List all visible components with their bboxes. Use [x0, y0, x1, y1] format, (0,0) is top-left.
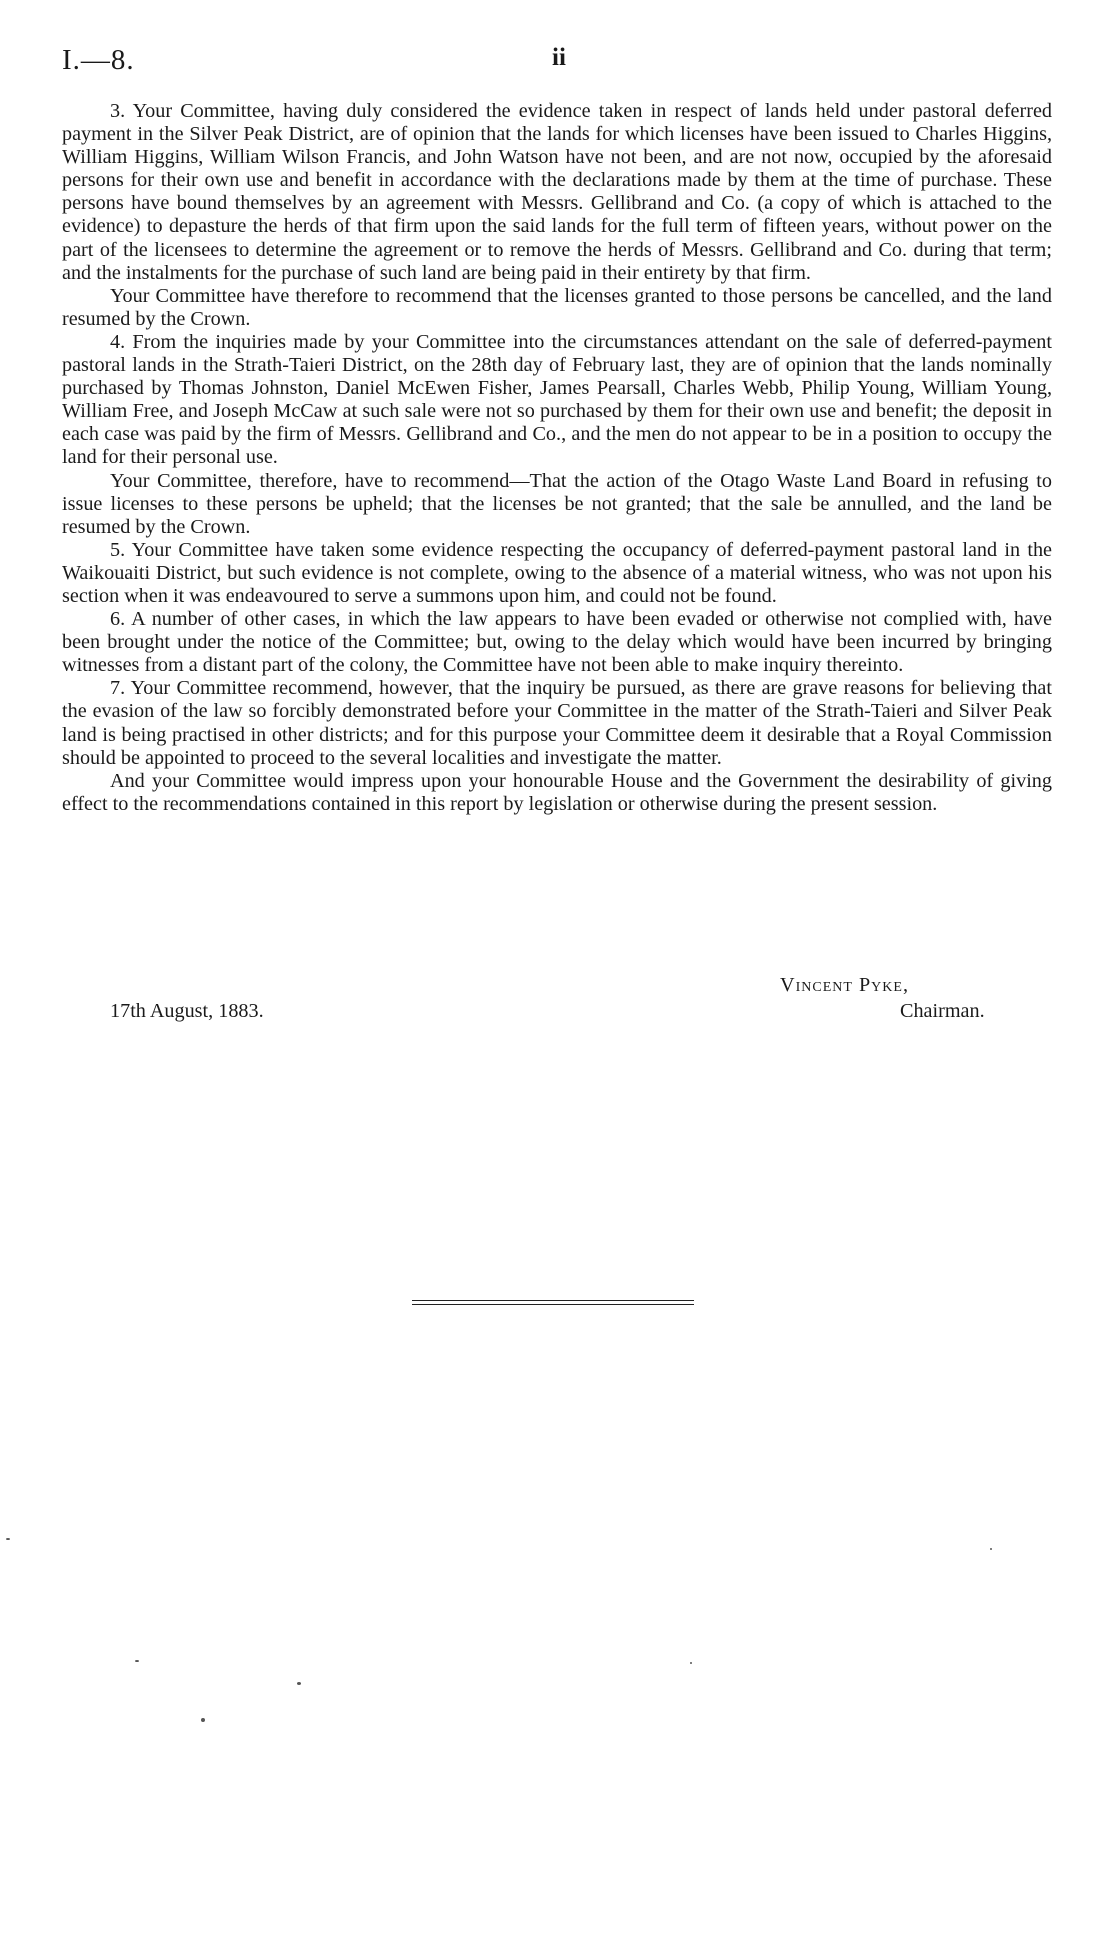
signature-block: [62, 974, 1052, 1034]
paragraph-3-recommendation: Your Committee have therefore to recommend that the licenses granted to those persons be cancelled, and the land resumed by the Crown.: [62, 284, 1052, 330]
paragraph-5: 5. Your Committee have taken some evidence respecting the occupancy of deferred-payment pastoral land in the Waikouaiti District, but such evidence is not complete, owing to the absence of a material witness, who was not upon his section when it was endeavoured to serve a summons upon him, and could not be found.: [62, 538, 1052, 607]
report-date: 17th August, 1883.: [110, 1000, 264, 1022]
scan-speck: [690, 1662, 692, 1664]
paragraph-4: 4. From the inquiries made by your Committee into the circumstances attendant on the sale of deferred-payment pastoral lands in the Strath-Taieri District, on the 28th day of February last, they are of opinion that the lands nominally purchased by Thomas Johnston, Daniel McEwen Fisher, James Pearsall, Charles Webb, Philip Young, William Young, William Free, and Joseph McCaw at such sale were not so purchased by them for their own use and benefit; the deposit in each case was paid by the firm of Messrs. Gellibrand and Co., and the men do not appear to be in a position to occupy the land for their personal use.: [62, 330, 1052, 469]
page-header: [62, 44, 1052, 84]
paragraph-6: 6. A number of other cases, in which the law appears to have been evaded or otherwise not complied with, have been brought under the notice of the Committee; but, owing to the delay which would have been incurred by bringing witnesses from a distant part of the colony, the Committee have not been able to make inquiry thereinto.: [62, 608, 1052, 677]
chairman-name: Vincent Pyke,: [780, 974, 909, 996]
paragraph-closing: And your Committee would impress upon your honourable House and the Government the desirability of giving effect to the recommendations contained in this report by legislation or otherwise during the present session.: [62, 769, 1052, 815]
paragraph-4-recommendation: Your Committee, therefore, have to recommend—That the action of the Otago Waste Land Board in refusing to issue licenses to these persons be upheld; that the licenses be not granted; that the sale be annulled, and the land be resumed by the Crown.: [62, 469, 1052, 538]
scan-speck: [6, 1538, 10, 1540]
scan-speck: [201, 1718, 205, 1722]
section-divider-rule: [412, 1300, 694, 1305]
paragraph-7: 7. Your Committee recommend, however, that the inquiry be pursued, as there are grave reasons for believing that the evasion of the law so forcibly demonstrated before your Committee in the matter of the Strath-Taieri and Silver Peak land is being practised in other districts; and for this purpose your Committee deem it desirable that a Royal Commission should be appointed to proceed to the several localities and investigate the matter.: [62, 677, 1052, 769]
page-number: ii: [552, 44, 566, 71]
chairman-title: Chairman.: [900, 1000, 985, 1022]
scan-speck: [297, 1682, 301, 1685]
document-reference: I.—8.: [62, 44, 135, 76]
report-body: [62, 100, 1052, 816]
paragraph-3: 3. Your Committee, having duly considered the evidence taken in respect of lands held under pastoral deferred payment in the Silver Peak District, are of opinion that the lands for which licenses have been issued to Charles Higgins, William Higgins, William Wilson Francis, and John Watson have not been, and are not now, occupied by the aforesaid persons for their own use and benefit in accordance with the declarations made by them at the time of purchase. These persons have bound themselves by an agreement with Messrs. Gellibrand and Co. (a copy of which is attached to the evidence) to depasture the herds of that firm upon the said lands for the full term of fifteen years, without power on the part of the licensees to determine the agreement or to remove the herds of Messrs. Gellibrand and Co. during that term; and the instalments for the purchase of such land are being paid in their entirety by that firm.: [62, 100, 1052, 284]
scan-speck: [990, 1548, 992, 1550]
scan-speck: [135, 1660, 139, 1662]
